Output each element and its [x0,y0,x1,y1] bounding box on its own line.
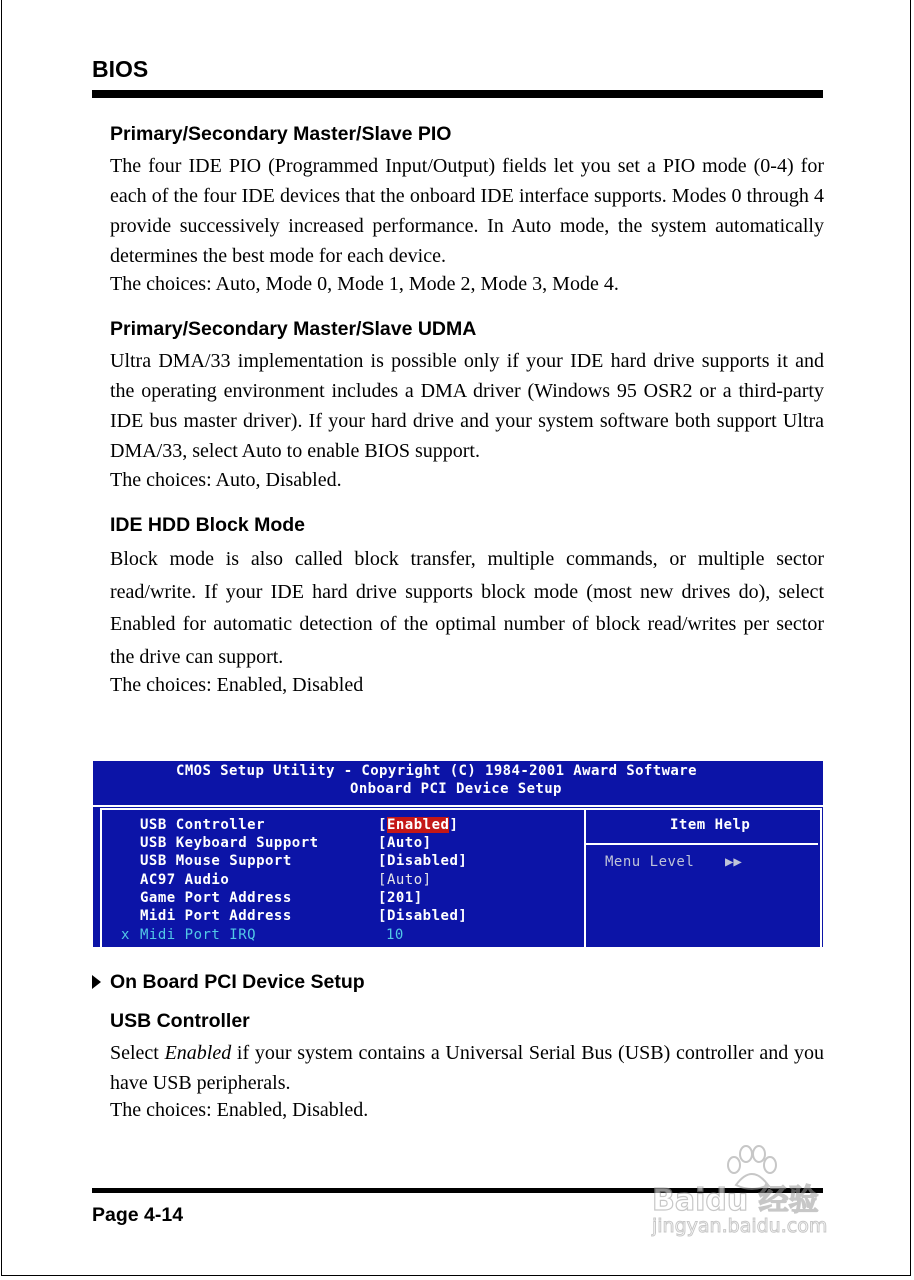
section-subheading-usb-controller: USB Controller [110,1010,250,1032]
bios-screenshot [93,761,823,947]
bios-help-divider [586,843,818,845]
watermark-text: Baidu 经验 [652,1183,819,1218]
section-choices-block-mode: The choices: Enabled, Disabled [110,674,364,696]
bios-item-usb-controller[interactable] [93,817,573,835]
section-choices-udma: The choices: Auto, Disabled. [110,469,342,491]
page-number: Page 4-14 [92,1204,184,1226]
header-rule [92,90,823,98]
bios-panel-divider [584,808,586,947]
bios-item-value: 10 [386,927,404,943]
bios-item-value[interactable]: [Disabled] [378,853,468,869]
triangle-right-icon [92,975,101,989]
section-body-pio: The four IDE PIO (Programmed Input/Output) fields let you set a PIO mode (0-4) for each of the four IDE devices that the onboard IDE interface supports. Modes 0 through 4 provide successively increased performance. In Auto mode, the system automatically determines the best mode for each device. [110,155,824,267]
bios-item-label: USB Mouse Support [140,853,292,869]
double-arrow-right-icon: ▶▶ [725,854,742,870]
bios-item-value[interactable]: [Disabled] [378,908,468,924]
baidu-watermark [650,1145,862,1245]
bios-item-midi-irq [93,927,573,945]
bios-subtitle: Onboard PCI Device Setup [350,781,562,797]
bios-item-label: Midi Port IRQ [140,927,257,943]
section-heading-pio: Primary/Secondary Master/Slave PIO [110,123,452,145]
page-header-title: BIOS [92,56,149,82]
bios-item-usb-keyboard[interactable] [93,835,573,853]
bios-item-midi-port[interactable] [93,908,573,926]
bios-item-value[interactable]: [201] [378,890,423,906]
section-heading-block-mode: IDE HDD Block Mode [110,514,306,536]
section-body-udma: Ultra DMA/33 implementation is possible only if your IDE hard drive supports it and the operating environment includes a DMA driver (Windows 95 OSR2 or a third-party IDE bus master driver). If your hard drive and your system software both support Ultra DMA/33, select Auto to enable BIOS support. [110,350,824,462]
section-choices-pio: The choices: Auto, Mode 0, Mode 1, Mode 2, Mode 3, Mode 4. [110,273,619,295]
bios-item-label: USB Keyboard Support [140,835,319,851]
bios-item-help-title: Item Help [670,817,751,833]
section-body-block-mode: Block mode is also called block transfer, multiple commands, or multiple sector read/write. If your IDE hard drive supports block mode (most new drives do), select Enabled for automatic detection of the optimal number of block read/writes per sector the drive can support. [110,548,824,668]
watermark-url: jingyan.baidu.com [652,1215,828,1237]
section-heading-text: On Board PCI Device Setup [110,971,365,993]
bios-item-value[interactable]: [Auto] [378,835,432,851]
bios-menu-level-label: Menu Level [605,854,695,870]
bios-item-value[interactable]: [Auto] [378,872,432,888]
section-choices-usb-controller: The choices: Enabled, Disabled. [110,1099,369,1121]
bios-header [93,761,823,807]
section-body-usb-controller: Select Enabled if your system contains a Universal Serial Bus (USB) controller and you have USB peripherals. [110,1042,824,1094]
bios-item-ac97-audio[interactable] [93,872,573,890]
bios-selected-value[interactable]: Enabled [386,817,450,833]
bios-item-game-port[interactable] [93,890,573,908]
bios-disabled-marker: x [121,927,130,943]
bios-item-label: AC97 Audio [140,872,230,888]
bios-title: CMOS Setup Utility - Copyright (C) 1984-2001 Award Software [176,763,697,779]
bios-item-value[interactable]: [Enabled] [378,817,459,833]
bios-item-usb-mouse[interactable] [93,853,573,871]
section-heading-udma: Primary/Secondary Master/Slave UDMA [110,318,477,340]
bios-item-label: Game Port Address [140,890,292,906]
bios-item-label: USB Controller [140,817,266,833]
section-heading-onboard-pci [92,971,365,994]
bios-item-label: Midi Port Address [140,908,292,924]
